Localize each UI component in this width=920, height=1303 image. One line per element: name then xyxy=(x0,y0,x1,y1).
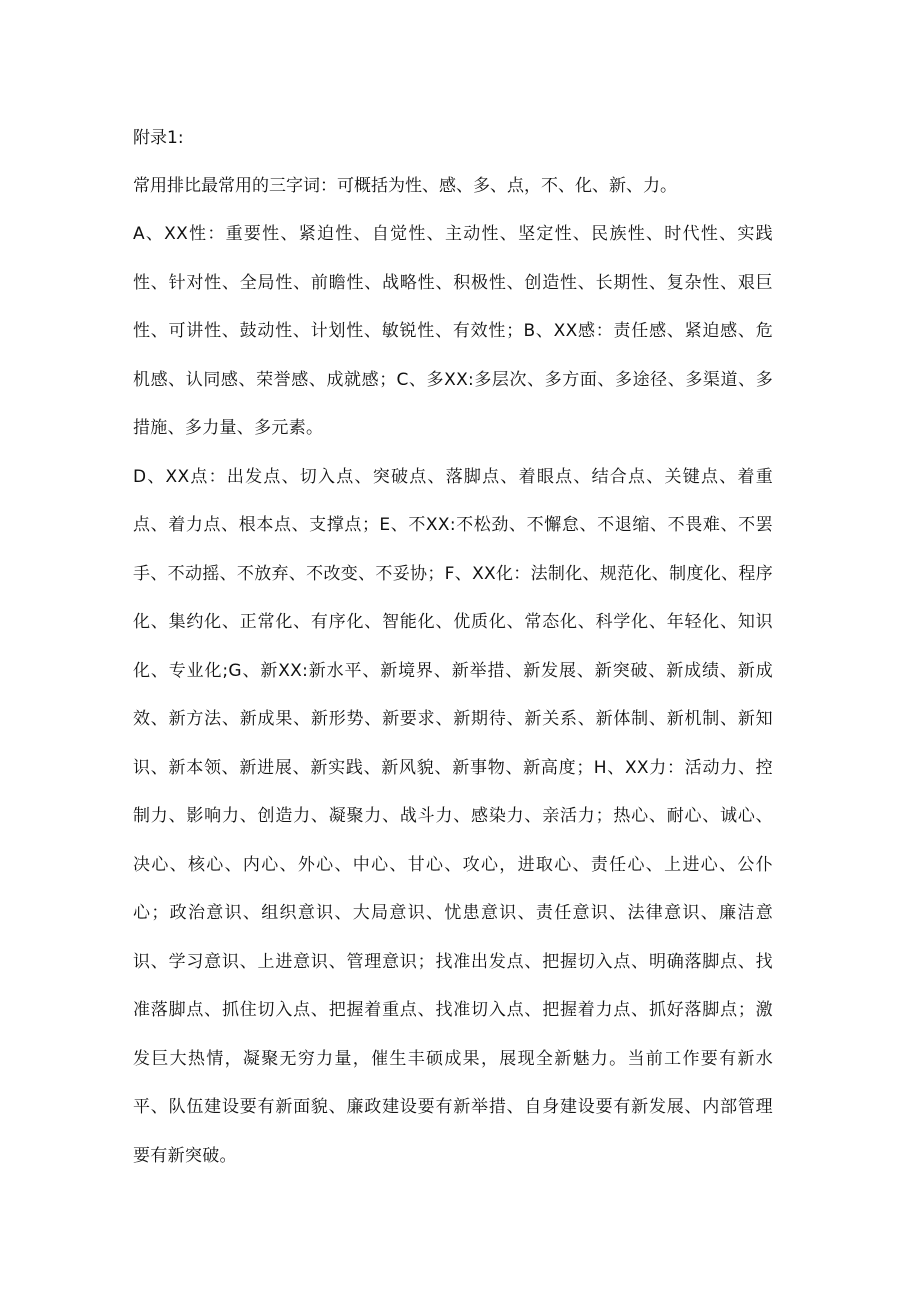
paragraph-abc: A、XX性：重要性、紧迫性、自觉性、主动性、坚定性、民族性、时代性、实践性、针对性、全局性、前瞻性、战略性、积极性、创造性、长期性、复杂性、艰巨性、可讲性、鼓动性、计划性、敏锐性、有效性；B、XX感：责任感、紧迫感、危机感、认同感、荣誉感、成就感；C、多XX:多层次、多方面、多途径、多渠道、多措施、多力量、多元素。 xyxy=(133,224,773,438)
document-body xyxy=(133,114,773,1180)
appendix-heading: 附录1: xyxy=(133,128,184,148)
intro-line: 常用排比最常用的三字词：可概括为性、感、多、点，不、化、新、力。 xyxy=(133,176,677,196)
paragraph-d-onward: D、XX点：出发点、切入点、突破点、落脚点、着眼点、结合点、关键点、着重点、着力点、根本点、支撑点；E、不XX:不松劲、不懈怠、不退缩、不畏难、不罢手、不动摇、不放弃、不改变、不妥协；F、XX化：法制化、规范化、制度化、程序化、集约化、正常化、有序化、智能化、优质化、常态化、科学化、年轻化、知识化、专业化;G、新XX:新水平、新境界、新举措、新发展、新突破、新成绩、新成效、新方法、新成果、新形势、新要求、新期待、新关系、新体制、新机制、新知识、新本领、新进展、新实践、新风貌、新事物、新高度；H、XX力：活动力、控制力、影响力、创造力、凝聚力、战斗力、感染力、亲活力；热心、耐心、诚心、决心、核心、内心、外心、中心、甘心、攻心，进取心、责任心、上进心、公仆心；政治意识、组织意识、大局意识、忧患意识、责任意识、法律意识、廉洁意识、学习意识、上进意识、管理意识；找准出发点、把握切入点、明确落脚点、找准落脚点、抓住切入点、把握着重点、找准切入点、把握着力点、抓好落脚点；激发巨大热情，凝聚无穷力量，催生丰硕成果，展现全新魅力。当前工作要有新水平、队伍建设要有新面貌、廉政建设要有新举措、自身建设要有新发展、内部管理要有新突破。 xyxy=(133,466,773,1166)
